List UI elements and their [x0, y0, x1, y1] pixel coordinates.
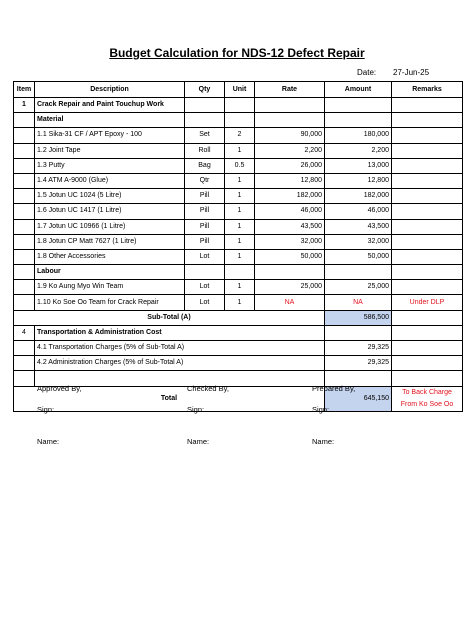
subtotal-label: Sub-Total (A): [14, 310, 325, 325]
table-row: [14, 341, 463, 356]
row-description: 1.6 Jotun UC 1417 (1 Litre): [35, 204, 185, 219]
row-amount: 13,000: [325, 158, 392, 173]
row-description: 1.7 Jotun UC 10966 (1 Litre): [35, 219, 185, 234]
row-description: 1.4 ATM A-9000 (Glue): [35, 173, 185, 188]
table-row: [14, 280, 463, 295]
table-row: [14, 356, 463, 371]
row-unit: 1: [225, 143, 255, 158]
header-amount: Amount: [325, 82, 392, 98]
row-qty: Lot: [185, 295, 225, 310]
row-rate: 12,800: [255, 173, 325, 188]
row-qty: Qtr: [185, 173, 225, 188]
table-row: [14, 128, 463, 143]
row-rate: 182,000: [255, 189, 325, 204]
table-row: [14, 143, 463, 158]
table-row: [14, 249, 463, 264]
row-qty: Set: [185, 128, 225, 143]
row-unit: 1: [225, 219, 255, 234]
section-row: [14, 98, 463, 113]
row-unit: 1: [225, 234, 255, 249]
approved-sign-label: Sign:: [37, 405, 55, 414]
row-remarks: [392, 234, 463, 249]
row-rate: NA: [255, 295, 325, 310]
row-remarks: [392, 280, 463, 295]
row-unit: 1: [225, 295, 255, 310]
total-remarks-line2: From Ko Soe Oo: [400, 400, 454, 408]
row-remarks: [392, 189, 463, 204]
row-description: 4.2 Administration Charges (5% of Sub-Total A): [35, 356, 325, 371]
row-description: 1.3 Putty: [35, 158, 185, 173]
section-title: Transportation & Administration Cost: [35, 325, 325, 340]
row-remarks: [392, 204, 463, 219]
prepared-name-label: Name:: [312, 437, 335, 446]
row-amount: 180,000: [325, 128, 392, 143]
date-label: Date:: [357, 68, 377, 77]
subtotal-amount: 586,500: [325, 310, 392, 325]
header-item: Item: [14, 82, 35, 98]
section-item-number: 1: [14, 98, 35, 113]
row-remarks: Under DLP: [392, 295, 463, 310]
row-rate: 46,000: [255, 204, 325, 219]
checked-sign-label: Sign:: [187, 405, 205, 414]
labour-label: Labour: [35, 265, 185, 280]
section-title: Crack Repair and Paint Touchup Work: [35, 98, 185, 113]
header-unit: Unit: [225, 82, 255, 98]
row-qty: Pill: [185, 204, 225, 219]
date-value: 27-Jun-25: [393, 68, 430, 77]
row-amount: 50,000: [325, 249, 392, 264]
header-description: Description: [35, 82, 185, 98]
row-remarks: [392, 249, 463, 264]
table-row: [14, 158, 463, 173]
row-amount: 46,000: [325, 204, 392, 219]
table-row: [14, 189, 463, 204]
row-unit: 2: [225, 128, 255, 143]
row-remarks: [392, 219, 463, 234]
row-rate: 90,000: [255, 128, 325, 143]
row-amount: NA: [325, 295, 392, 310]
row-qty: Roll: [185, 143, 225, 158]
subsection-row: [14, 265, 463, 280]
row-amount: 2,200: [325, 143, 392, 158]
total-amount: 645,150: [325, 386, 392, 411]
row-unit: 1: [225, 249, 255, 264]
header-rate: Rate: [255, 82, 325, 98]
section-row: [14, 325, 463, 340]
row-unit: 1: [225, 173, 255, 188]
header-row: [14, 82, 463, 98]
budget-table: [13, 81, 463, 412]
document-title: Budget Calculation for NDS-12 Defect Repair: [109, 46, 365, 60]
subtotal-row: [14, 310, 463, 325]
row-remarks: [392, 128, 463, 143]
row-description: 1.8 Jotun CP Matt 7627 (1 Litre): [35, 234, 185, 249]
row-amount: 43,500: [325, 219, 392, 234]
row-amount: 29,325: [325, 341, 392, 356]
row-amount: 29,325: [325, 356, 392, 371]
row-qty: Bag: [185, 158, 225, 173]
row-amount: 32,000: [325, 234, 392, 249]
row-rate: 50,000: [255, 249, 325, 264]
table-row: [14, 173, 463, 188]
row-remarks: [392, 158, 463, 173]
header-qty: Qty: [185, 82, 225, 98]
row-rate: 2,200: [255, 143, 325, 158]
prepared-by-label: Prepared By,: [312, 384, 356, 393]
row-qty: Pill: [185, 219, 225, 234]
subsection-row: [14, 113, 463, 128]
row-qty: Pill: [185, 234, 225, 249]
material-label: Material: [35, 113, 185, 128]
row-rate: 32,000: [255, 234, 325, 249]
row-qty: Pill: [185, 189, 225, 204]
row-rate: 25,000: [255, 280, 325, 295]
approved-by-label: Approved By,: [37, 384, 82, 393]
total-label: Total: [14, 386, 325, 411]
row-amount: 182,000: [325, 189, 392, 204]
row-description: 1.8 Other Accessories: [35, 249, 185, 264]
row-description: 1.10 Ko Soe Oo Team for Crack Repair: [35, 295, 185, 310]
row-unit: 0.5: [225, 158, 255, 173]
checked-by-label: Checked By,: [187, 384, 229, 393]
total-remarks: [392, 386, 463, 411]
row-description: 1.9 Ko Aung Myo Win Team: [35, 280, 185, 295]
row-remarks: [392, 173, 463, 188]
row-rate: 26,000: [255, 158, 325, 173]
approved-name-label: Name:: [37, 437, 60, 446]
row-unit: 1: [225, 280, 255, 295]
row-description: 1.2 Joint Tape: [35, 143, 185, 158]
table-row: [14, 219, 463, 234]
row-unit: 1: [225, 204, 255, 219]
header-remarks: Remarks: [392, 82, 463, 98]
table-row: [14, 204, 463, 219]
row-rate: 43,500: [255, 219, 325, 234]
row-description: 1.1 Sika-31 CF / APT Epoxy - 100: [35, 128, 185, 143]
prepared-sign-label: Sign:: [312, 405, 330, 414]
row-description: 4.1 Transportation Charges (5% of Sub-Total A): [35, 341, 325, 356]
table-row: [14, 295, 463, 310]
section-item-number: 4: [14, 325, 35, 340]
row-qty: Lot: [185, 280, 225, 295]
table-row: [14, 234, 463, 249]
row-remarks: [392, 143, 463, 158]
row-amount: 12,800: [325, 173, 392, 188]
row-description: 1.5 Jotun UC 1024 (5 Litre): [35, 189, 185, 204]
total-remarks-line1: To Back Charge: [402, 388, 452, 396]
row-qty: Lot: [185, 249, 225, 264]
row-unit: 1: [225, 189, 255, 204]
checked-name-label: Name:: [187, 437, 210, 446]
row-amount: 25,000: [325, 280, 392, 295]
